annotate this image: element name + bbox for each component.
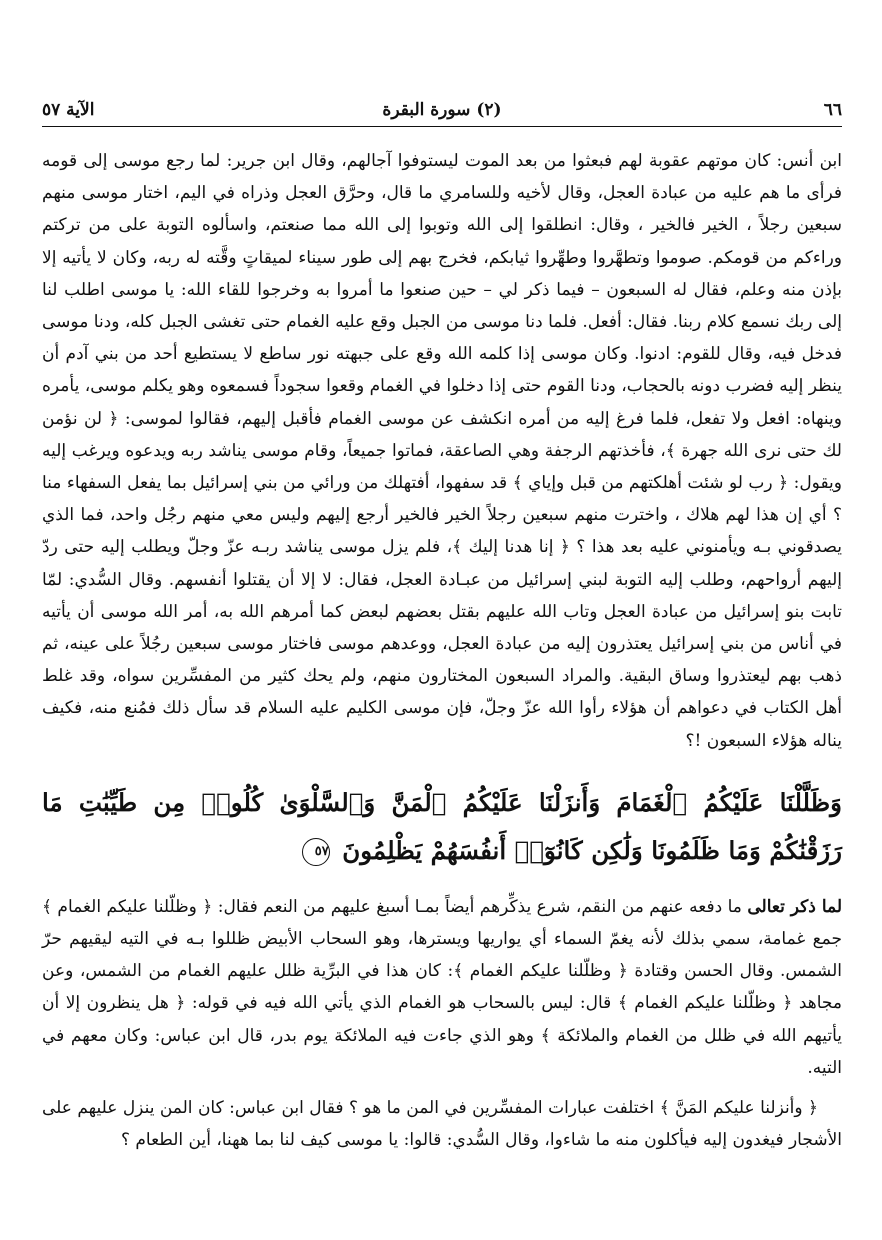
surah-title: (٢) سورة البقرة — [382, 100, 502, 120]
quran-verse — [42, 779, 842, 875]
book-page — [42, 96, 842, 1156]
commentary-paragraph — [42, 891, 842, 1084]
ayah-label: الآية ٥٧ — [42, 100, 95, 120]
verse-text: وَظَلَّلْنَا عَلَيْكُمُ ٱلْغَمَامَ وَأَنزَلْنَا عَلَيْكُمُ ٱلْمَنَّ وَٱلسَّلْوَىٰ كُلُوا۟ مِن طَيِّبَٰتِ مَا رَزَقْنَٰكُمْ وَمَا ظَلَمُونَا وَلَٰكِن كَانُوٓا۟ أَنفُسَهُمْ يَظْلِمُونَ — [42, 787, 842, 865]
paragraph-text: ما دفعه عنهم من النقم، شرع يذكِّرهم أيضاً بمـا أسبغ عليهم من النعم فقال: ﴿ وظلّلنا عليكم الغمام ﴾ جمع غمامة، سمي بذلك لأنه يغمّ السماء أي يواريها ويسترها، وهو السحاب الأبيض ظللوا بـه في التيه ليقيهم حرّ الشمس. وقال الحسن وقتادة ﴿ وظلّلنا عليكم الغمام ﴾: كان هذا في البرِّية ظلل عليهم الغمام من الشمس، وعن مجاهد ﴿ وظلّلنا عليكم الغمام ﴾ قال: ليس بالسحاب هو الغمام الذي يأتي الله فيه في قوله: ﴿ هل ينظرون إلا أن يأتيهم الله في ظلل من الغمام والملائكة ﴾ وهو الذي جاءت فيه الملائكة يوم بدر، قال ابن عباس: وكان معهم في التيه. — [42, 896, 842, 1078]
page-number: ٦٦ — [823, 100, 842, 120]
commentary-paragraph: ابن أنس: كان موتهم عقوبة لهم فبعثوا من بعد الموت ليستوفوا آجالهم، وقال ابن جرير: لما رجع موسى إلى قومه فرأى ما هم عليه من عبادة العجل، وقال لأخيه وللسامري ما قال، وحرَّق العجل وذراه في اليم، اختار موسى منهم سبعين رجلاً ، الخير فالخير ، وقال: انطلقوا إلى الله وتوبوا إلى الله مما صنعتم، واسألوه التوبة على من تركتم وراءكم من قومكم. صوموا وتطهَّروا وطهِّروا ثيابكم، فخرج بهم إلى طور سيناء لميقاتٍ وقَّته له ربه، وكان لا يأتيه إلا بإذن منه وعلم، فقال له السبعون – فيما ذكر لي – حين صنعوا ما أمروا به وخرجوا للقاء الله: يا موسى اطلب لنا إلى ربك نسمع كلام ربنا. فقال: أفعل. فلما دنا موسى من الجبل وقع عليه الغمام حتى تغشى الجبل كله، ودنا موسى فدخل فيه، وقال للقوم: ادنوا. وكان موسى إذا كلمه الله وقع على جبهته نور ساطع لا يستطيع أحد من بني آدم أن ينظر إليه فضرب دونه بالحجاب، ودنا القوم حتى إذا دخلوا في الغمام وقعوا سجوداً فسمعوه وهو يكلم موسى، يأمره وينهاه: افعل ولا تفعل، فلما فرغ إليه من أمره انكشف عن موسى الغمام فأقبل إليهم، فقالوا لموسى: ﴿ لن نؤمن لك حتى نرى الله جهرة ﴾، فأخذتهم الرجفة وهي الصاعقة، فماتوا جميعاً، وقام موسى يناشد ربه ويدعوه ويرغب إليه ويقول: ﴿ رب لو شئت أهلكتهم من قبل وإياي ﴾ قد سفهوا، أفتهلك من ورائي من بني إسرائيل بما يفعل السفهاء منا ؟ أي إن هذا لهم هلاك ، واخترت منهم سبعين رجلاً الخير فالخير أرجع إليهم وليس معي منهم رجُل واحد، فما الذي يصدقوني بـه ويأمنوني عليه بعد هذا ؟ ﴿ إنا هدنا إليك ﴾، فلم يزل موسى يناشد ربـه عزّ وجلّ ويطلب إليه حتى ردّ إليهم أرواحهم، وطلب إليه التوبة لبني إسرائيل من عبـادة العجل، فقال: لا إلا أن يقتلوا أنفسهم. وقال السُّدي: لمّا تابت بنو إسرائيل من عبادة العجل وتاب الله عليهم بقتل بعضهم لبعض كما أمرهم الله به، أمر الله موسى أن يأتيه في أناس من بني إسرائيل يعتذرون إليه من عبادة العجل، ووعدهم موسى فاختار موسى سبعين رجُلاً على عينه، ثم ذهب بهم ليعتذروا وساق البقية. والمراد السبعون المختارون منهم، ولم يحك كثير من المفسِّرين سواه، وقد غلط أهل الكتاب في دعواهم أن هؤلاء رأوا الله عزّ وجلّ، فإن موسى الكليم عليه السلام قد سأل ذلك فمُنع منه، فكيف يناله هؤلاء السبعون !؟ — [42, 151, 843, 751]
page-header — [42, 96, 842, 127]
verse-number-marker: ٥٧ — [302, 838, 330, 866]
commentary-paragraph: ﴿ وأنزلنا عليكم المَنَّ ﴾ اختلفت عبارات المفسِّرين في المن ما هو ؟ فقال ابن عباس: كان المن ينزل عليهم على الأشجار فيغدون إليه فيأكلون منه ما شاءوا، وقال السُّدي: قالوا: يا موسى كيف لنا بما ههنا، أين الطعام ؟ — [42, 1098, 842, 1151]
lead-phrase: لما ذكر تعالى — [747, 896, 843, 917]
